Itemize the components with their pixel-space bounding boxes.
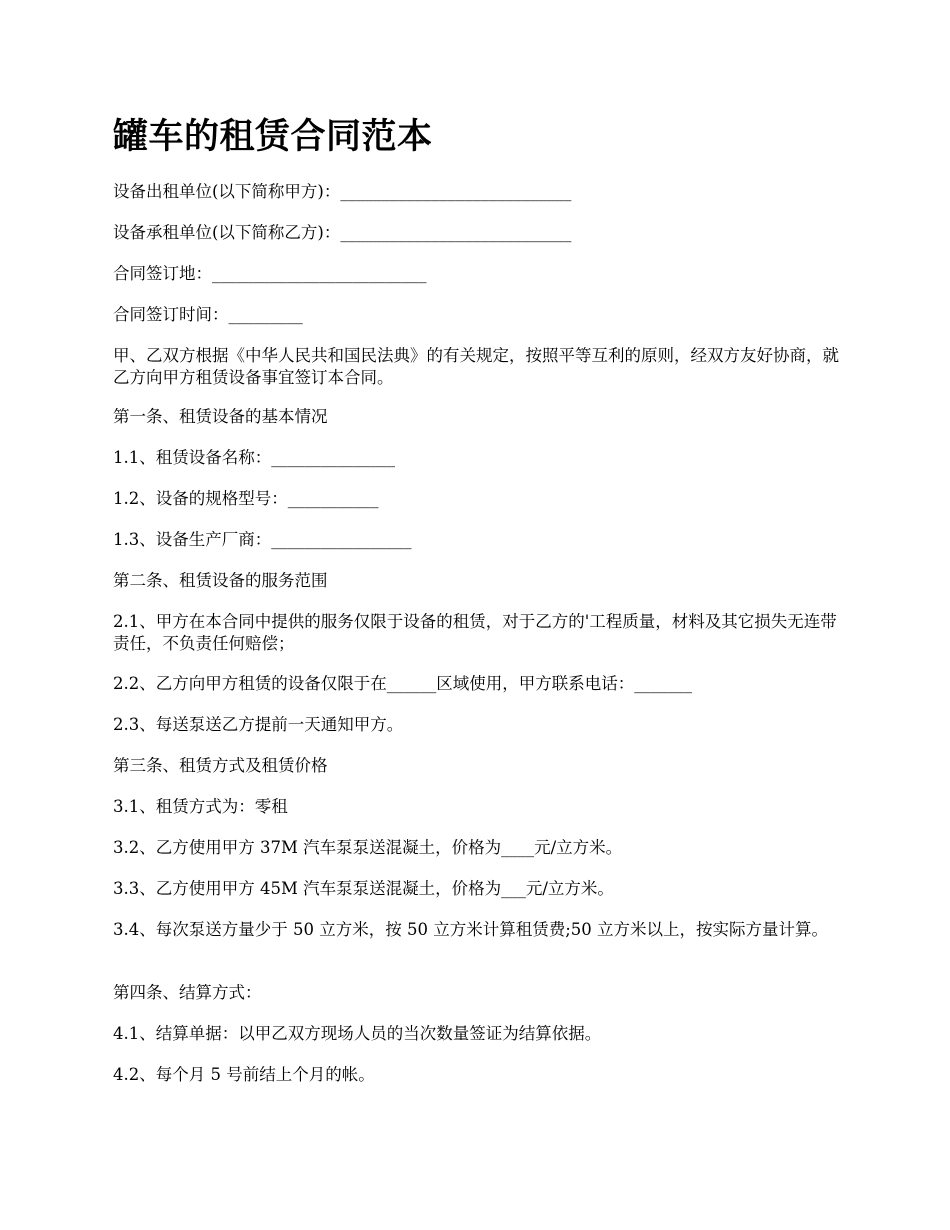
lessee-field: 设备承租单位(以下简称乙方)：____________________________: [113, 223, 572, 242]
clause-1-1: 1.1、租赁设备名称：_______________: [113, 448, 395, 467]
article-4-heading: 第四条、结算方式：: [113, 983, 262, 1002]
article-3-heading: 第三条、租赁方式及租赁价格: [113, 756, 328, 775]
signing-place-field: 合同签订地：__________________________: [113, 264, 427, 283]
clause-1-2: 1.2、设备的规格型号：___________: [113, 489, 379, 508]
clause-3-3: 3.3、乙方使用甲方 45M 汽车泵泵送混凝土，价格为___元/立方米。: [113, 879, 614, 898]
preamble-paragraph: 甲、乙双方根据《中华人民共和国民法典》的有关规定，按照平等互利的原则，经双方友好协商，就乙方向甲方租赁设备事宜签订本合同。: [113, 346, 839, 387]
signing-time-field: 合同签订时间：_________: [113, 305, 303, 324]
article-2-heading: 第二条、租赁设备的服务范围: [113, 571, 328, 590]
clause-3-2: 3.2、乙方使用甲方 37M 汽车泵泵送混凝土，价格为____元/立方米。: [113, 838, 623, 857]
clause-2-3: 2.3、每送泵送乙方提前一天通知甲方。: [113, 715, 404, 734]
clause-2-1: 2.1、甲方在本合同中提供的服务仅限于设备的租赁，对于乙方的'工程质量，材料及其它损失无连带责任，不负责任何赔偿；: [113, 612, 837, 653]
article-1-heading: 第一条、租赁设备的基本情况: [113, 407, 328, 426]
clause-3-4: 3.4、每次泵送方量少于 50 立方米，按 50 立方米计算租赁费;50 立方米以上，按实际方量计算。: [113, 920, 829, 939]
clause-4-2: 4.2、每个月 5 号前结上个月的帐。: [113, 1065, 375, 1084]
clause-2-2: 2.2、乙方向甲方租赁的设备仅限于在______区域使用，甲方联系电话：_______: [113, 674, 692, 693]
clause-4-1: 4.1、结算单据：以甲乙双方现场人员的当次数量签证为结算依据。: [113, 1024, 602, 1043]
clause-3-1: 3.1、租赁方式为：零租: [113, 797, 288, 816]
clause-1-3: 1.3、设备生产厂商：_________________: [113, 530, 412, 549]
lessor-field: 设备出租单位(以下简称甲方)：____________________________: [113, 182, 572, 201]
document-title: 罐车的租赁合同范本: [113, 117, 433, 157]
